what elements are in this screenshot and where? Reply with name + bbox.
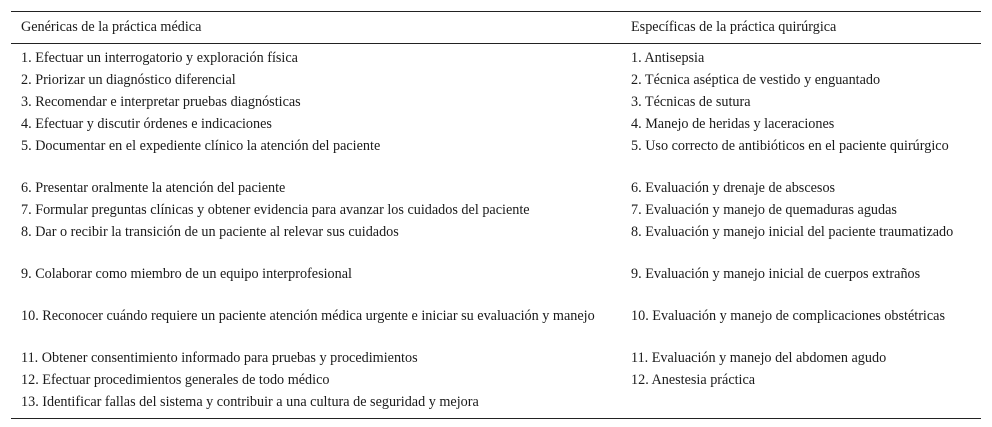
- table-row: [11, 221, 981, 263]
- cell-surgical: [621, 391, 981, 419]
- cell-surgical: 8. Evaluación y manejo inicial del paciente traumatizado: [631, 224, 954, 240]
- table-header: [11, 12, 981, 44]
- cell-generic: 9. Colaborar como miembro de un equipo interprofesional: [21, 266, 352, 282]
- cell-generic: 3. Recomendar e interpretar pruebas diagnósticas: [21, 94, 301, 110]
- cell-surgical: 7. Evaluación y manejo de quemaduras agudas: [631, 202, 897, 218]
- cell-surgical: 1. Antisepsia: [631, 50, 705, 66]
- cell-generic: 11. Obtener consentimiento informado para pruebas y procedimientos: [21, 350, 418, 366]
- cell-surgical: 11. Evaluación y manejo del abdomen agudo: [631, 350, 887, 366]
- competencies-table-container: [11, 11, 981, 419]
- table-row: [11, 44, 981, 70]
- table-row: [11, 369, 981, 391]
- header-surgical: Específicas de la práctica quirúrgica: [631, 19, 837, 35]
- table-row: [11, 91, 981, 113]
- cell-surgical: 12. Anestesia práctica: [631, 372, 756, 388]
- cell-generic: 2. Priorizar un diagnóstico diferencial: [21, 72, 236, 88]
- cell-generic: 4. Efectuar y discutir órdenes e indicaciones: [21, 116, 272, 132]
- header-generic: Genéricas de la práctica médica: [21, 19, 202, 35]
- cell-surgical: 10. Evaluación y manejo de complicaciones obstétricas: [631, 308, 945, 324]
- table-row: [11, 347, 981, 369]
- cell-surgical: 3. Técnicas de sutura: [631, 94, 751, 110]
- cell-generic: 1. Efectuar un interrogatorio y exploración física: [21, 50, 298, 66]
- competencies-table: [11, 11, 981, 419]
- table-row: [11, 135, 981, 177]
- cell-surgical: 4. Manejo de heridas y laceraciones: [631, 116, 835, 132]
- cell-surgical: 6. Evaluación y drenaje de abscesos: [631, 180, 836, 196]
- table-row: [11, 263, 981, 305]
- cell-generic: 13. Identificar fallas del sistema y contribuir a una cultura de seguridad y mejora: [21, 394, 479, 410]
- cell-generic: 8. Dar o recibir la transición de un paciente al relevar sus cuidados: [21, 224, 399, 240]
- table-row: [11, 391, 981, 419]
- cell-generic: 7. Formular preguntas clínicas y obtener evidencia para avanzar los cuidados del paciente: [21, 202, 530, 218]
- header-row: [11, 12, 981, 44]
- table-row: [11, 177, 981, 199]
- table-row: [11, 305, 981, 347]
- cell-generic: 10. Reconocer cuándo requiere un paciente atención médica urgente e iniciar su evaluación y manejo: [21, 308, 595, 324]
- table-row: [11, 199, 981, 221]
- table-body: [11, 44, 981, 419]
- table-row: [11, 69, 981, 91]
- cell-generic: 5. Documentar en el expediente clínico la atención del paciente: [21, 138, 381, 154]
- cell-surgical: 9. Evaluación y manejo inicial de cuerpos extraños: [631, 266, 921, 282]
- cell-surgical: 2. Técnica aséptica de vestido y enguantado: [631, 72, 881, 88]
- cell-surgical: 5. Uso correcto de antibióticos en el paciente quirúrgico: [631, 138, 949, 154]
- table-row: [11, 113, 981, 135]
- cell-generic: 12. Efectuar procedimientos generales de todo médico: [21, 372, 330, 388]
- cell-generic: 6. Presentar oralmente la atención del paciente: [21, 180, 286, 196]
